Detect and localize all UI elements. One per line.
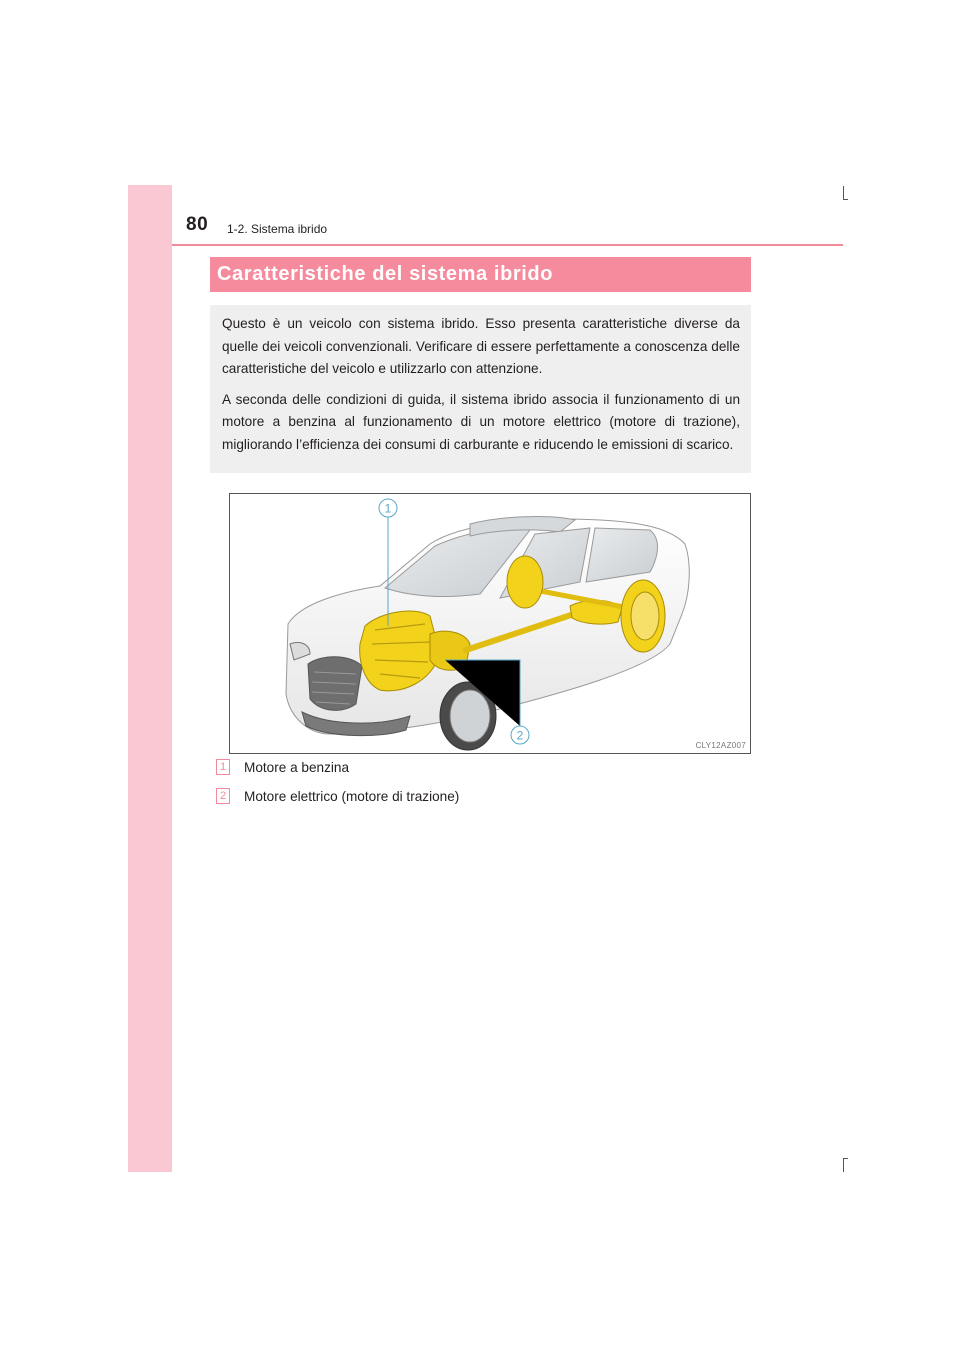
- legend-number-2: 2: [216, 788, 230, 804]
- legend-label-1: Motore a benzina: [244, 759, 350, 775]
- figure-code: CLY12AZ007: [695, 741, 746, 750]
- section-label: 1-2. Sistema ibrido: [227, 222, 328, 236]
- intro-box: [210, 305, 751, 473]
- callout-1-number: 1: [384, 501, 392, 516]
- header-divider: [172, 244, 843, 246]
- legend-number-1: 1: [216, 759, 230, 775]
- intro-paragraph-2: A seconda delle condizioni di guida, il sistema ibrido associa il funzionamento di un motore a benzina al funzionamento di un motore elettrico (motore di trazione), migliorando l’efficienza dei consumi di carburante e riducendo le emissioni di scarico.: [222, 391, 740, 452]
- intro-paragraph-1: Questo è un veicolo con sistema ibrido. Esso presenta caratteristiche diverse da quelle dei veicoli convenzionali. Verificare di essere perfettamente a conoscenza delle caratteristiche del veicolo e utilizzarlo con attenzione.: [222, 316, 740, 376]
- section-title: [210, 257, 751, 292]
- callout-2-number: 2: [516, 728, 524, 743]
- legend-item-1: [216, 757, 349, 777]
- hybrid-system-illustration: [229, 493, 751, 754]
- legend-item-2: [216, 786, 459, 806]
- rear-wheel-left: [507, 556, 543, 608]
- page-number: 80: [186, 214, 209, 235]
- section-title-text: Caratteristiche del sistema ibrido: [217, 263, 554, 285]
- crop-mark-bottom: [843, 1158, 844, 1172]
- rear-rim-right: [631, 592, 659, 640]
- front-rim: [450, 690, 490, 742]
- side-tab-strip: [128, 185, 172, 1172]
- legend-label-2: Motore elettrico (motore di trazione): [244, 788, 460, 804]
- car-drawing: [230, 494, 750, 753]
- crop-mark-top: [843, 186, 844, 200]
